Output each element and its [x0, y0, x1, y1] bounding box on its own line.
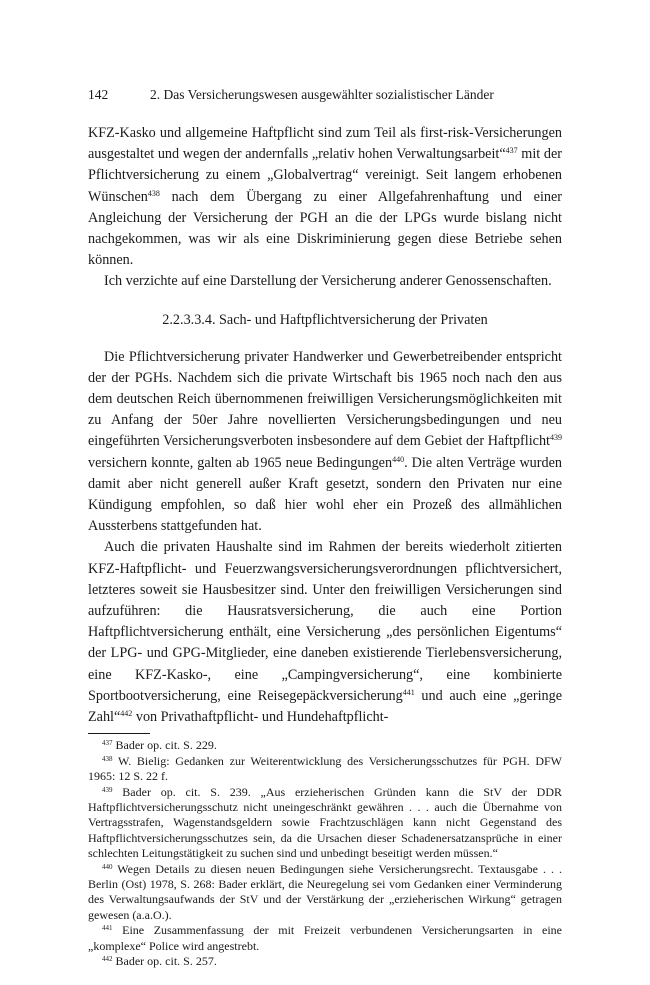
footnote-text: Wegen Details zu diesen neuen Bedingungen siehe Versicherungsrecht. Textausgabe . . . Berlin (Ost) 1978, S. 268: Bader erklärt, die Neuregelung sei vom Gedanken einer Verminderung des Verwaltungsaufwands der StV und der Verstärkung der „erzieherischen Wirkung“ getragen gewesen (a.a.O.).: [88, 861, 562, 922]
footnote: [88, 785, 562, 862]
footnote-ref[interactable]: 441: [402, 687, 415, 697]
footnote-text: W. Bielig: Gedanken zur Weiterentwicklung des Versicherungsschutzes für PGH. DFW 1965: 12 S. 22 f.: [88, 753, 562, 784]
text-run: von Privathaftpflicht- und Hundehaftpflicht-: [132, 709, 389, 726]
page: [88, 86, 562, 969]
footnote-text: Eine Zusammenfassung der mit Freizeit verbundenen Versicherungsarten in eine „komplexe“ Police wird angestrebt.: [88, 923, 563, 953]
body-text: [88, 123, 562, 728]
text-run: mit der Pflichtversicherung zu einem „Globalvertrag“ vereinigt. Seit langem erhobenen Wünschen: [88, 146, 562, 205]
text-run: KFZ-Kasko und allgemeine Haftpflicht sind zum Teil als first-risk-Versicherungen ausgestaltet und wegen der andernfalls „relativ hohen Verwaltungsarbeit“: [88, 125, 562, 163]
footnote-ref[interactable]: 439: [550, 433, 562, 443]
paragraph: [88, 123, 562, 271]
footnote-ref[interactable]: 440: [392, 454, 405, 464]
footnote-mark: 442: [102, 954, 113, 963]
footnote-mark: 437: [102, 739, 113, 748]
footnotes: [88, 738, 562, 969]
running-header: [88, 86, 562, 104]
paragraph: [88, 537, 562, 728]
footnote-mark: 439: [102, 785, 113, 794]
footnote-text: Bader op. cit. S. 257.: [115, 953, 217, 968]
footnote: [88, 738, 562, 753]
text-run: nach dem Übergang zu einer Allgefahrenhaftung und einer Angleichung der Versicherung der PGH an die der LPGs wurde bislang nicht nachgekommen, was wir als eine Diskriminierung gegen diese Betriebe sehen können.: [88, 188, 562, 269]
footnote-text: Bader op. cit. S. 229.: [115, 738, 217, 753]
footnote-ref[interactable]: 437: [505, 146, 518, 156]
footnote-mark: 441: [102, 924, 113, 933]
footnote-ref[interactable]: 438: [147, 188, 160, 198]
text-run: Die Pflichtversicherung privater Handwerker und Gewerbetreibender entspricht der der PGHs. Nachdem sich die private Wirtschaft bis 1965 noch nach den aus dem deutschen Reich übernommenen freiwilligen Versicherungsmöglichkeiten mit zu Anfang der 50er Jahre novellierten Versicherungsbedingungen und neu eingeführten Versicherungsverboten insbesondere auf dem Gebiet der Haftpflicht: [88, 348, 562, 450]
paragraph: Ich verzichte auf eine Darstellung der Versicherung anderer Genossenschaften.: [104, 273, 552, 290]
footnote: [88, 923, 562, 954]
footnote: [88, 754, 562, 785]
footnote: [88, 862, 562, 924]
paragraph: [88, 347, 562, 538]
text-run: Auch die privaten Haushalte sind im Rahmen der bereits wiederholt zitierten KFZ-Haftpflicht- und Feuerzwangsversicherungsverordnungen pflichtversichert, letzteres soweit sie Hausbesitzer sind. Unter den freiwilligen Versicherungen sind aufzuführen: die Hausratsversicherung, die auch eine Portion Haftpflichtversicherung enthält, eine Versicherung „des persönlichen Eigentums“ der LPG- und GPG-Mitglieder, eine daneben existierende Tierlebensversicherung, eine KFZ-Kasko-, eine „Campingversicherung“, eine kombinierte Sportbootversicherung, eine Reisegepäckversicherung: [88, 539, 562, 704]
footnote-ref[interactable]: 442: [120, 709, 133, 719]
text-run: versichern konnte, galten ab 1965 neue Bedingungen: [88, 454, 393, 471]
footnote-text: Bader op. cit. S. 239. „Aus erzieherischen Gründen kann die StV der DDR Haftpflichtversicherungsschutz nicht uneingeschränkt gewähren . . . auch die Übernahme von Vertragsstrafen, Wagenstandsgeldern sowie Frachtzuschlägen kann nicht Gegenstand des Haftpflichtversicherungsschutzes sein, da die Ursachen dieser Schadenersatzansprüche in einer schlechten Leitungstätigkeit zu suchen sind und unbedingt beseitigt werden müssen.“: [88, 784, 563, 861]
footnote-mark: 438: [102, 754, 113, 763]
text-run: . Die alten Verträge wurden damit aber nicht generell außer Kraft gesetzt, sondern den Privaten nur eine Kündigung empfohlen, so daß hier wohl eher ein Prozeß des allmählichen Aussterbens stattgefunden hat.: [88, 454, 562, 535]
text-run: und auch eine „geringe Zahl“: [88, 687, 562, 726]
footnote-divider: [88, 733, 150, 734]
running-title: 2. Das Versicherungswesen ausgewählter sozialistischer Länder: [150, 87, 494, 102]
footnote-mark: 440: [102, 862, 113, 871]
section-heading: 2.2.3.3.4. Sach- und Haftpflichtversicherung der Privaten: [162, 311, 488, 328]
page-number: 142: [88, 87, 109, 102]
footnote: [88, 954, 562, 969]
